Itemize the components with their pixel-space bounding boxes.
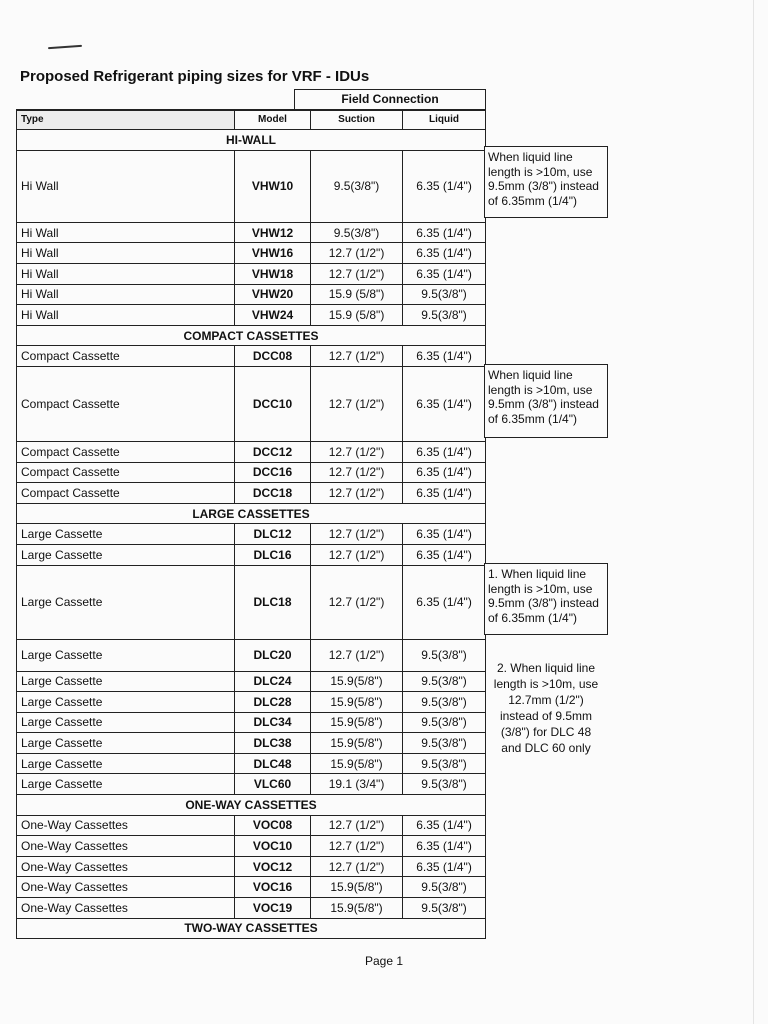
table-row	[16, 754, 486, 775]
type-cell: Large Cassette	[16, 524, 234, 545]
liquid-cell: 6.35 (1/4")	[402, 566, 486, 640]
liquid-cell: 6.35 (1/4")	[402, 857, 486, 878]
liquid-cell: 6.35 (1/4")	[402, 243, 486, 264]
model-cell: VOC10	[234, 836, 310, 857]
model-cell: DCC18	[234, 483, 310, 504]
model-cell: DCC10	[234, 367, 310, 442]
liquid-cell: 9.5(3/8")	[402, 733, 486, 754]
liquid-cell: 6.35 (1/4")	[402, 264, 486, 285]
model-cell: VOC19	[234, 898, 310, 919]
liquid-cell: 6.35 (1/4")	[402, 816, 486, 837]
table-row	[16, 483, 486, 504]
type-cell: Large Cassette	[16, 640, 234, 672]
table-row	[16, 151, 486, 223]
table-row	[16, 463, 486, 484]
suction-cell: 15.9(5/8")	[310, 733, 402, 754]
suction-cell: 12.7 (1/2")	[310, 367, 402, 442]
suction-cell: 12.7 (1/2")	[310, 640, 402, 672]
model-cell: DLC38	[234, 733, 310, 754]
table-row	[16, 285, 486, 306]
section-title: ONE-WAY CASSETTES	[16, 795, 486, 816]
type-cell: Hi Wall	[16, 243, 234, 264]
model-cell: DLC24	[234, 672, 310, 693]
suction-cell: 12.7 (1/2")	[310, 463, 402, 484]
model-cell: DLC16	[234, 545, 310, 566]
section-header-row	[16, 795, 486, 816]
model-cell: VOC16	[234, 877, 310, 898]
liquid-cell: 9.5(3/8")	[402, 640, 486, 672]
model-cell: DLC20	[234, 640, 310, 672]
suction-cell: 12.7 (1/2")	[310, 483, 402, 504]
table-row	[16, 367, 486, 442]
table-row	[16, 442, 486, 463]
liquid-cell: 9.5(3/8")	[402, 754, 486, 775]
suction-cell: 12.7 (1/2")	[310, 545, 402, 566]
section-title: LARGE CASSETTES	[16, 504, 486, 525]
table-row	[16, 774, 486, 795]
suction-cell: 12.7 (1/2")	[310, 857, 402, 878]
blank-header-cell	[16, 89, 294, 110]
model-cell: DLC28	[234, 692, 310, 713]
liquid-cell: 6.35 (1/4")	[402, 346, 486, 367]
suction-cell: 15.9(5/8")	[310, 877, 402, 898]
table-row	[16, 346, 486, 367]
note-box-compact-cassette: When liquid line length is >10m, use 9.5mm (3/8") instead of 6.35mm (1/4")	[484, 364, 608, 438]
note-box-large-cassette-1: 1. When liquid line length is >10m, use 9.5mm (3/8") instead of 6.35mm (1/4")	[484, 563, 608, 635]
suction-cell: 15.9(5/8")	[310, 713, 402, 734]
field-connection-header: Field Connection	[294, 89, 486, 110]
suction-cell: 12.7 (1/2")	[310, 566, 402, 640]
type-cell: One-Way Cassettes	[16, 816, 234, 837]
type-cell: Hi Wall	[16, 151, 234, 223]
table-row	[16, 305, 486, 326]
suction-cell: 15.9 (5/8")	[310, 285, 402, 306]
field-connection-row	[16, 89, 486, 110]
liquid-header: Liquid	[402, 110, 486, 131]
section-header-row	[16, 504, 486, 525]
section-header-row	[16, 130, 486, 151]
section-header-row	[16, 919, 486, 940]
suction-cell: 12.7 (1/2")	[310, 524, 402, 545]
suction-cell: 12.7 (1/2")	[310, 836, 402, 857]
model-cell: VHW16	[234, 243, 310, 264]
model-cell: DCC08	[234, 346, 310, 367]
type-cell: Compact Cassette	[16, 346, 234, 367]
model-cell: VOC08	[234, 816, 310, 837]
type-cell: Hi Wall	[16, 264, 234, 285]
table-row	[16, 877, 486, 898]
liquid-cell: 9.5(3/8")	[402, 285, 486, 306]
liquid-cell: 9.5(3/8")	[402, 898, 486, 919]
model-cell: DLC12	[234, 524, 310, 545]
model-cell: VHW20	[234, 285, 310, 306]
type-cell: Large Cassette	[16, 566, 234, 640]
type-cell: Hi Wall	[16, 305, 234, 326]
liquid-cell: 9.5(3/8")	[402, 774, 486, 795]
suction-cell: 19.1 (3/4")	[310, 774, 402, 795]
table-row	[16, 545, 486, 566]
table-row	[16, 713, 486, 734]
liquid-cell: 6.35 (1/4")	[402, 367, 486, 442]
type-cell: Large Cassette	[16, 754, 234, 775]
type-cell: One-Way Cassettes	[16, 836, 234, 857]
suction-cell: 15.9(5/8")	[310, 672, 402, 693]
note-large-cassette-2: 2. When liquid line length is >10m, use 12.7mm (1/2") instead of 9.5mm (3/8") for DLC 48 and DLC 60 only	[493, 661, 599, 755]
liquid-cell: 9.5(3/8")	[402, 692, 486, 713]
table-row	[16, 223, 486, 244]
liquid-cell: 6.35 (1/4")	[402, 223, 486, 244]
liquid-cell: 6.35 (1/4")	[402, 524, 486, 545]
section-title: COMPACT CASSETTES	[16, 326, 486, 347]
suction-cell: 12.7 (1/2")	[310, 816, 402, 837]
table-row	[16, 816, 486, 837]
page-edge	[753, 0, 754, 1024]
table-row	[16, 672, 486, 693]
suction-cell: 12.7 (1/2")	[310, 243, 402, 264]
table-row	[16, 857, 486, 878]
model-cell: VHW18	[234, 264, 310, 285]
suction-cell: 15.9(5/8")	[310, 754, 402, 775]
page-footer: Page 1	[364, 954, 404, 968]
liquid-cell: 9.5(3/8")	[402, 877, 486, 898]
section-title: HI-WALL	[16, 130, 486, 151]
model-cell: VHW24	[234, 305, 310, 326]
model-cell: DLC18	[234, 566, 310, 640]
table-row	[16, 836, 486, 857]
table-row	[16, 524, 486, 545]
liquid-cell: 9.5(3/8")	[402, 713, 486, 734]
note-box-hi-wall: When liquid line length is >10m, use 9.5mm (3/8") instead of 6.35mm (1/4")	[484, 146, 608, 218]
column-header-row	[16, 110, 486, 131]
pen-mark	[48, 45, 82, 49]
liquid-cell: 6.35 (1/4")	[402, 442, 486, 463]
type-cell: Large Cassette	[16, 545, 234, 566]
model-cell: VOC12	[234, 857, 310, 878]
liquid-cell: 6.35 (1/4")	[402, 483, 486, 504]
model-cell: DCC16	[234, 463, 310, 484]
type-cell: Compact Cassette	[16, 483, 234, 504]
table-row	[16, 898, 486, 919]
type-cell: One-Way Cassettes	[16, 857, 234, 878]
table-row	[16, 264, 486, 285]
model-cell: DLC34	[234, 713, 310, 734]
table-row	[16, 692, 486, 713]
piping-size-table	[16, 89, 486, 939]
table-row	[16, 566, 486, 640]
type-cell: Large Cassette	[16, 692, 234, 713]
table-row	[16, 243, 486, 264]
type-cell: One-Way Cassettes	[16, 877, 234, 898]
liquid-cell: 6.35 (1/4")	[402, 836, 486, 857]
type-cell: Large Cassette	[16, 713, 234, 734]
model-cell: VHW12	[234, 223, 310, 244]
suction-cell: 9.5(3/8")	[310, 223, 402, 244]
section-title: TWO-WAY CASSETTES	[16, 919, 486, 940]
suction-cell: 15.9(5/8")	[310, 692, 402, 713]
model-cell: DLC48	[234, 754, 310, 775]
type-cell: Compact Cassette	[16, 442, 234, 463]
model-cell: VHW10	[234, 151, 310, 223]
type-cell: Hi Wall	[16, 285, 234, 306]
model-header: Model	[234, 110, 310, 131]
suction-cell: 15.9(5/8")	[310, 898, 402, 919]
type-cell: One-Way Cassettes	[16, 898, 234, 919]
liquid-cell: 6.35 (1/4")	[402, 463, 486, 484]
section-header-row	[16, 326, 486, 347]
type-header: Type	[16, 110, 234, 131]
type-cell: Compact Cassette	[16, 367, 234, 442]
type-cell: Hi Wall	[16, 223, 234, 244]
type-cell: Large Cassette	[16, 733, 234, 754]
type-cell: Large Cassette	[16, 672, 234, 693]
table-body	[16, 130, 486, 939]
liquid-cell: 9.5(3/8")	[402, 672, 486, 693]
liquid-cell: 6.35 (1/4")	[402, 151, 486, 223]
model-cell: DCC12	[234, 442, 310, 463]
suction-cell: 15.9 (5/8")	[310, 305, 402, 326]
table-row	[16, 640, 486, 672]
suction-cell: 12.7 (1/2")	[310, 264, 402, 285]
liquid-cell: 6.35 (1/4")	[402, 545, 486, 566]
suction-cell: 12.7 (1/2")	[310, 346, 402, 367]
table-row	[16, 733, 486, 754]
suction-cell: 9.5(3/8")	[310, 151, 402, 223]
document-title: Proposed Refrigerant piping sizes for VRF - IDUs	[20, 68, 370, 85]
model-cell: VLC60	[234, 774, 310, 795]
type-cell: Compact Cassette	[16, 463, 234, 484]
type-cell: Large Cassette	[16, 774, 234, 795]
suction-header: Suction	[310, 110, 402, 131]
suction-cell: 12.7 (1/2")	[310, 442, 402, 463]
liquid-cell: 9.5(3/8")	[402, 305, 486, 326]
